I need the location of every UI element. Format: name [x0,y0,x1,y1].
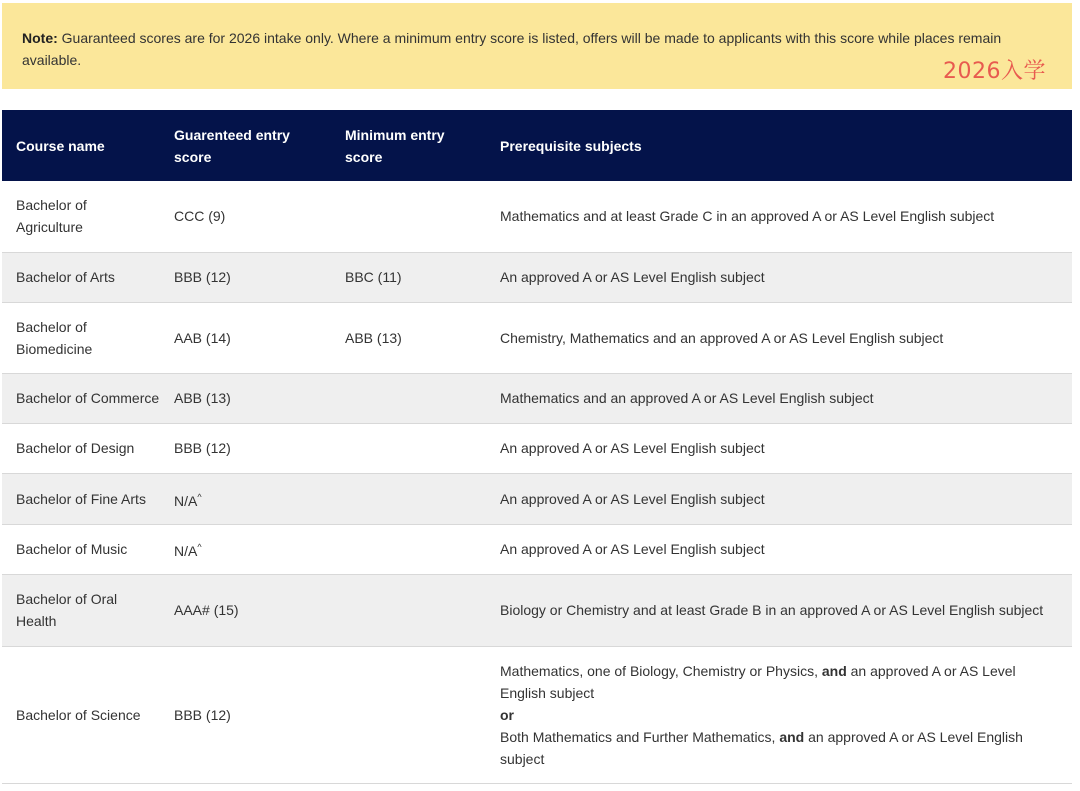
prerequisite-cell: An approved A or AS Level English subject [500,252,1072,302]
prerequisite-cell: Biology or Chemistry and at least Grade B in an approved A or AS Level English subject [500,574,1072,646]
table-row [2,373,1072,423]
guaranteed-score-cell: AAA# (15) [174,574,345,646]
table-row [2,473,1072,524]
minimum-score-cell: BBC (11) [345,252,500,302]
course-name-cell: Bachelor of Oral Health [2,574,174,646]
table-row [2,524,1072,574]
guaranteed-score-cell: N/A^ [174,473,345,524]
prerequisite-cell: An approved A or AS Level English subject [500,524,1072,574]
footnote-caret: ^ [197,491,202,502]
minimum-score-cell [345,423,500,473]
course-name-cell: Bachelor of Commerce [2,373,174,423]
prereq-option-b: Both Mathematics and Further Mathematics, and an approved A or AS Level English subject [500,728,1023,767]
note-text: Guaranteed scores are for 2026 intake only. Where a minimum entry score is listed, offers will be made to applicants with this score while places remain available. [22,30,1002,68]
prerequisite-cell: Chemistry, Mathematics and an approved A or AS Level English subject [500,302,1072,373]
entry-requirements-table [2,110,1072,784]
prereq-option-a: Mathematics, one of Biology, Chemistry or Physics, and an approved A or AS Level English subject [500,662,1016,701]
minimum-score-cell [345,373,500,423]
table-row [2,252,1072,302]
minimum-score-cell [345,524,500,574]
minimum-score-cell [345,181,500,252]
table-row [2,574,1072,646]
footnote-caret: ^ [197,542,202,552]
course-name-cell: Bachelor of Music [2,524,174,574]
minimum-score-cell [345,574,500,646]
prerequisite-cell: An approved A or AS Level English subject [500,473,1072,524]
guaranteed-score-cell: N/A^ [174,524,345,574]
table-row [2,423,1072,473]
guaranteed-score-cell: ABB (13) [174,373,345,423]
course-name-cell: Bachelor of Biomedicine [2,302,174,373]
course-name-cell: Bachelor of Science [2,646,174,783]
prereq-or-separator: or [500,706,514,723]
intake-year-stamp: 2026入学 [943,59,1046,84]
course-name-cell: Bachelor of Design [2,423,174,473]
guaranteed-score-cell: BBB (12) [174,646,345,783]
guaranteed-score-cell: BBB (12) [174,252,345,302]
note-label: Note: [22,30,58,46]
header-prerequisite-subjects: Prerequisite subjects [500,137,642,154]
course-name-cell: Bachelor of Fine Arts [2,473,174,524]
prerequisite-cell: Mathematics and an approved A or AS Level English subject [500,373,1072,423]
guaranteed-score-cell: CCC (9) [174,181,345,252]
minimum-score-cell: ABB (13) [345,302,500,373]
course-name-cell: Bachelor of Agriculture [2,181,174,252]
guaranteed-score-cell: BBB (12) [174,423,345,473]
header-guaranteed-score: Guarenteed entry score [174,126,290,165]
table-row [2,181,1072,252]
course-name-cell: Bachelor of Arts [2,252,174,302]
table-row [2,302,1072,373]
prerequisite-cell [500,646,1072,783]
table-header-row [2,110,1072,181]
minimum-score-cell [345,473,500,524]
header-minimum-score: Minimum entry score [345,126,445,165]
intake-note-banner [2,3,1072,89]
guaranteed-score-cell: AAB (14) [174,302,345,373]
table-row [2,646,1072,783]
prerequisite-cell: An approved A or AS Level English subject [500,423,1072,473]
prerequisite-cell: Mathematics and at least Grade C in an approved A or AS Level English subject [500,181,1072,252]
header-course-name: Course name [16,137,105,154]
minimum-score-cell [345,646,500,783]
